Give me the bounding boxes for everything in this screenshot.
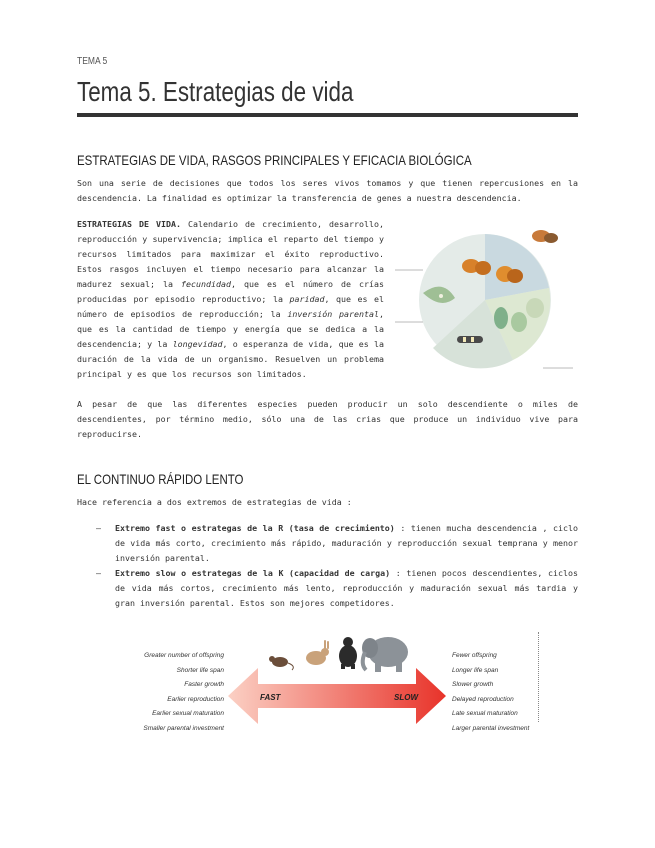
definition-text-3: , que es el número de episodios de reproducción; la	[77, 294, 384, 319]
chimpanzee-icon	[339, 637, 357, 669]
title-rule	[77, 113, 578, 117]
page-title: Tema 5. Estrategias de vida	[77, 76, 354, 107]
list-item-slow-title: Extremo slow o estrategas de la K (capacidad de carga)	[115, 568, 391, 578]
fast-slow-arrow-figure	[228, 630, 448, 730]
definition-text-1: Calendario de crecimiento, desarrollo, reproducción y supervivencia; implica el reparto del tiempo y recursos limitados para maximizar el éxito reproductivo. Estos rasgos incluyen el tiempo necesario para alcanzar la madurez sexual; la	[77, 219, 384, 289]
slow-trait: Late sexual maturation	[452, 710, 518, 718]
fast-trait: Earlier sexual maturation	[152, 710, 224, 718]
fast-trait: Earlier reproduction	[167, 695, 224, 703]
figure-credit-vertical	[538, 632, 545, 722]
section-heading-estrategias: ESTRATEGIAS DE VIDA, RASGOS PRINCIPALES Y EFICACIA BIOLÓGICA	[77, 152, 472, 168]
section-heading-continuo: EL CONTINUO RÁPIDO LENTO	[77, 471, 244, 487]
slow-trait: Longer life span	[452, 666, 499, 674]
elephant-icon	[362, 637, 408, 672]
list-item-slow-text: : tienen pocos descendientes, ciclos de vida más cortos, crecimiento más lento, reproducción y maduración sexual más tardia y gran inversión parental. Estos son mejores competidores.	[115, 568, 578, 608]
intro-paragraph: Son una serie de decisiones que todos los seres vivos tomamos y que tienen repercusiones en la descendencia. La finalidad es optimizar la transferencia de genes a nuestra descendencia.	[77, 178, 578, 203]
term-fecundidad: fecundidad	[181, 279, 231, 289]
continuo-intro: Hace referencia a dos extremos de estrategias de vida :	[77, 497, 352, 507]
term-inversion-parental: inversión parental	[287, 309, 379, 319]
fast-traits-list	[140, 652, 224, 740]
slow-traits-list	[452, 652, 542, 740]
definition-text-2: , que es el número de crías producidas por episodio reproductivo; la	[77, 279, 384, 304]
list-item-fast-title: Extremo fast o estrategas de la R (tasa de crecimiento)	[115, 523, 395, 533]
list-item-slow	[115, 566, 578, 611]
slow-trait: Larger parental investment	[452, 724, 530, 732]
definition-paragraph	[77, 217, 384, 382]
definition-text-5: , o esperanza de vida, que es la duración de la vida de un organismo. Resuelven un problema principal y es que los recursos son limitados.	[77, 339, 384, 379]
rabbit-icon	[306, 640, 329, 665]
closing-paragraph: A pesar de que las diferentes especies pueden producir un solo descendiente o miles de descendientes, por término medio, sólo una de las crias que produce un individuo vive para reproducirse.	[77, 399, 578, 439]
mouse-icon	[269, 656, 293, 670]
definition-term: ESTRATEGIAS DE VIDA.	[77, 219, 181, 229]
fast-trait: Smaller parental investment	[143, 724, 224, 732]
term-paridad: paridad	[289, 294, 325, 304]
butterfly-small-icon	[532, 230, 558, 243]
list-item-fast-text: : tienen mucha descendencia , ciclo de vida más corto, crecimiento más rápido, maduración y reproducción sexual temprana y menor inversión parental.	[115, 523, 578, 563]
definition-text-4: , que es la cantidad de tiempo y energía que se dedica a la descendencia; y la	[77, 309, 384, 349]
slow-trait: Slower growth	[452, 681, 494, 689]
butterfly-lifecycle-illustration	[393, 218, 583, 383]
list-item-fast	[115, 521, 578, 566]
fast-trait: Greater number of offspring	[144, 652, 224, 659]
caterpillar-icon	[457, 336, 483, 343]
slow-label: SLOW	[394, 693, 418, 702]
strategy-list	[115, 521, 578, 611]
fast-trait: Shorter life span	[176, 666, 224, 674]
slow-trait: Fewer offspring	[452, 652, 497, 659]
term-longevidad: longevidad	[172, 339, 223, 349]
tema-label: TEMA 5	[77, 56, 108, 67]
slow-trait: Delayed reproduction	[452, 695, 514, 703]
fast-label: FAST	[260, 693, 281, 702]
fast-trait: Faster growth	[184, 681, 224, 689]
